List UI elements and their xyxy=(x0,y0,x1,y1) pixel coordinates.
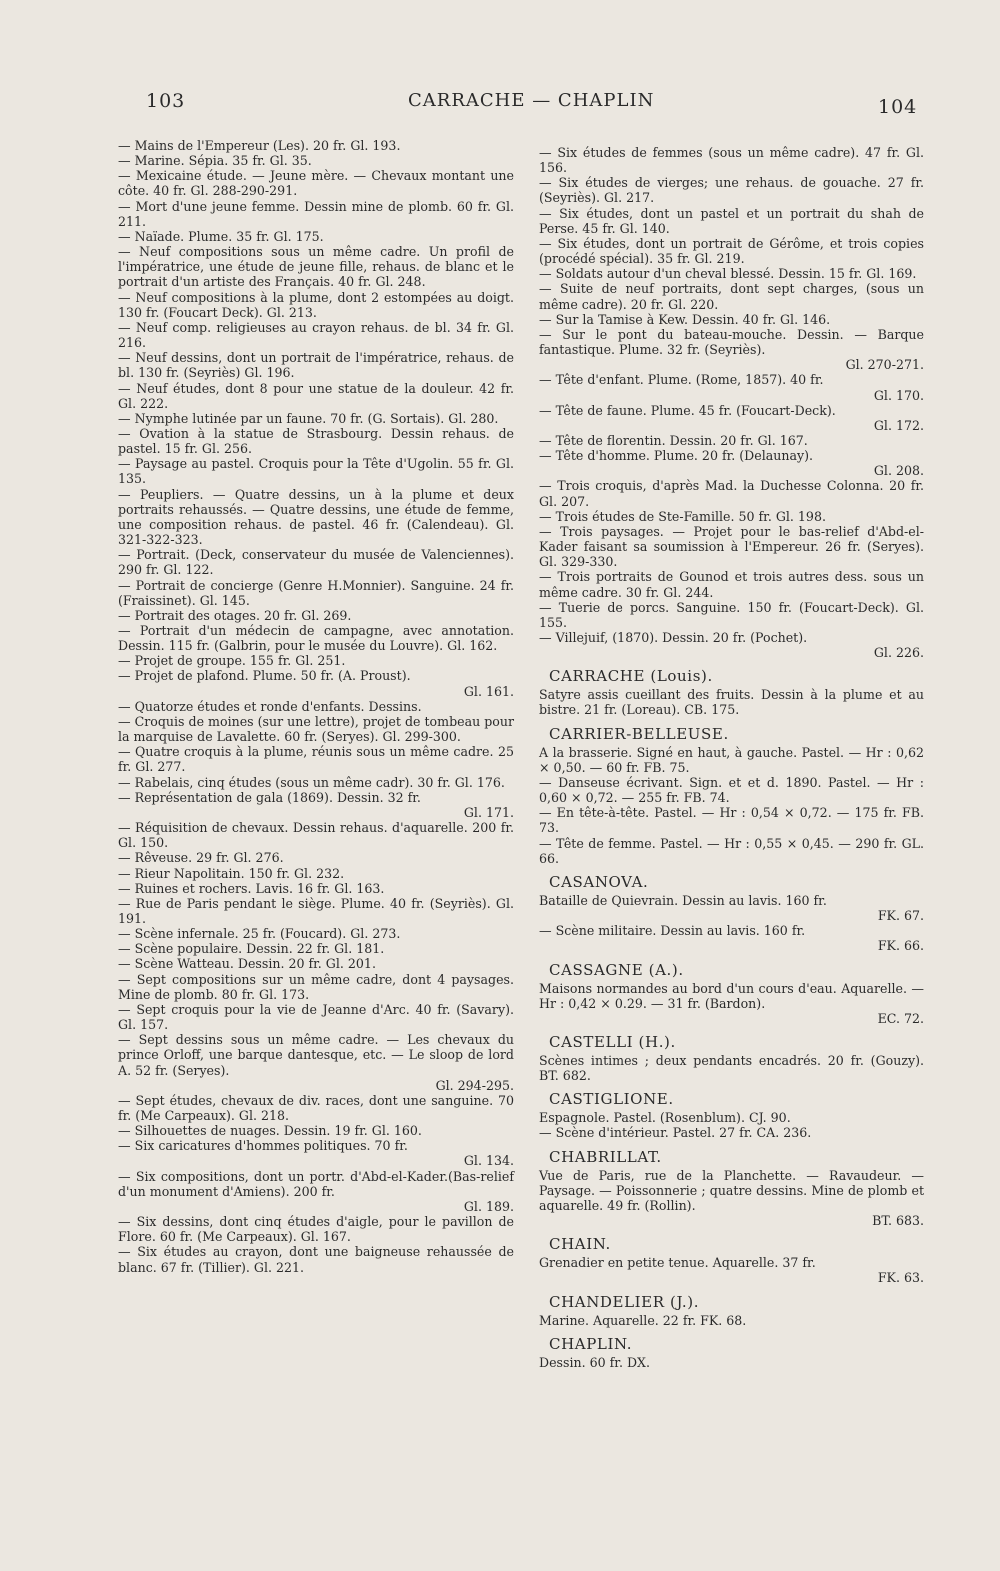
entry-text: — Scène populaire. Dessin. 22 fr. Gl. 181. xyxy=(118,941,385,957)
entry-text: Marine. Aquarelle. 22 fr. FK. 68. xyxy=(539,1312,747,1328)
catalogue-entry xyxy=(118,896,514,926)
page-number-right: 104 xyxy=(878,96,918,118)
entry-text: — Portrait de concierge (Genre H.Monnier). Sanguine. 24 fr. (Fraissinet). Gl. 145. xyxy=(118,577,514,608)
catalogue-entry xyxy=(118,199,514,229)
catalogue-entry xyxy=(539,600,924,630)
catalogue-entry xyxy=(539,312,924,327)
catalogue-entry xyxy=(118,244,514,289)
catalogue-entry xyxy=(118,1244,514,1274)
entry-text: — Mains de l'Empereur (Les). 20 fr. Gl. 193. xyxy=(118,138,401,153)
catalogue-entry xyxy=(539,805,924,835)
catalogue-entry xyxy=(118,229,514,244)
entry-text: — Soldats autour d'un cheval blessé. Dessin. 15 fr. Gl. 169. xyxy=(539,266,917,282)
entry-text: — Ovation à la statue de Strasbourg. Dessin rehaus. de pastel. 15 fr. Gl. 256. xyxy=(118,425,514,457)
entry-text: — Naïade. Plume. 35 fr. Gl. 175. xyxy=(118,228,324,244)
catalogue-entry xyxy=(118,790,514,820)
entry-reference: Gl. 172. xyxy=(873,417,924,433)
catalogue-entry xyxy=(539,1110,924,1125)
catalogue-entry xyxy=(539,448,924,478)
catalogue-entry xyxy=(118,1123,514,1138)
catalogue-entry xyxy=(118,866,514,881)
catalogue-entry xyxy=(118,547,514,577)
catalogue-entry xyxy=(118,138,514,153)
entry-text: — Ruines et rochers. Lavis. 16 fr. Gl. 163. xyxy=(118,880,385,896)
entry-text: — Six études de vierges; une rehaus. de gouache. 27 fr. (Seyriès). Gl. 217. xyxy=(539,175,924,206)
entry-text: Vue de Paris, rue de la Planchette. — Ravaudeur. — Paysage. — Poissonnerie ; quatre dessins. Mine de plomb et aquarelle. 49 fr. (Rollin). xyxy=(539,1167,924,1213)
entry-text: — Scène militaire. Dessin au lavis. 160 fr. xyxy=(539,923,806,939)
artist-heading: CHAPLIN. xyxy=(549,1334,633,1353)
entry-text: Maisons normandes au bord d'un cours d'eau. Aquarelle. — Hr : 0,42 × 0.29. — 31 fr. (Bardon). xyxy=(539,980,924,1011)
entry-text: — Silhouettes de nuages. Dessin. 19 fr. Gl. 160. xyxy=(118,1123,422,1139)
catalogue-entry xyxy=(118,1002,514,1032)
entry-reference: FK. 66. xyxy=(877,938,924,954)
entry-text: — En tête-à-tête. Pastel. — Hr : 0,54 × 0,72. — 175 fr. FB. 73. xyxy=(539,805,924,836)
catalogue-entry xyxy=(539,266,924,281)
entry-text: — Neuf compositions sous un même cadre. Un profil de l'impératrice, une étude de jeune fille, rehaus. de blanc et le portrait d'un artiste des Français. 40 fr. Gl. 248. xyxy=(118,244,514,290)
catalogue-entry xyxy=(539,1255,924,1285)
entry-reference: Gl. 294-295. xyxy=(435,1077,514,1093)
artist-heading: CHABRILLAT. xyxy=(549,1147,662,1166)
catalogue-entry xyxy=(539,145,924,175)
entry-text: — Neuf compositions à la plume, dont 2 estompées au doigt. 130 fr. (Foucart Deck). Gl. 213. xyxy=(118,289,514,320)
left-column xyxy=(118,138,514,1275)
entry-text: — Portrait des otages. 20 fr. Gl. 269. xyxy=(118,607,352,623)
running-title: CARRACHE — CHAPLIN xyxy=(408,90,655,111)
catalogue-entry xyxy=(118,456,514,486)
catalogue-entry xyxy=(539,745,924,775)
catalogue-entry xyxy=(118,653,514,668)
catalogue-entry xyxy=(118,1032,514,1093)
entry-reference: BT. 683. xyxy=(872,1213,924,1229)
entry-reference: Gl. 171. xyxy=(463,804,514,820)
entry-text: — Projet de groupe. 155 fr. Gl. 251. xyxy=(118,653,346,669)
entry-text: Satyre assis cueillant des fruits. Dessin à la plume et au bistre. 21 fr. (Loreau). CB. 175. xyxy=(539,687,924,718)
catalogue-entry xyxy=(118,668,514,698)
catalogue-entry xyxy=(118,320,514,350)
entry-text: — Rabelais, cinq études (sous un même cadr). 30 fr. Gl. 176. xyxy=(118,774,505,790)
entry-text: — Six études de femmes (sous un même cadre). 47 fr. Gl. 156. xyxy=(539,145,924,176)
artist-heading: CASANOVA. xyxy=(549,872,649,891)
catalogue-entry xyxy=(118,381,514,411)
entry-reference: FK. 67. xyxy=(877,908,924,924)
entry-reference: Gl. 226. xyxy=(873,645,924,661)
artist-heading: CASSAGNE (A.). xyxy=(549,960,684,979)
entry-text: — Rieur Napolitain. 150 fr. Gl. 232. xyxy=(118,865,345,881)
entry-text: — Paysage au pastel. Croquis pour la Tête d'Ugolin. 55 fr. Gl. 135. xyxy=(118,456,514,487)
entry-text: — Mexicaine étude. — Jeune mère. — Chevaux montant une côte. 40 fr. Gl. 288-290-291. xyxy=(118,168,514,199)
catalogue-entry xyxy=(539,206,924,236)
catalogue-entry xyxy=(118,1138,514,1168)
artist-heading: CHAIN. xyxy=(549,1235,611,1254)
catalogue-entry xyxy=(118,578,514,608)
entry-text: — Trois portraits de Gounod et trois autres dess. sous un même cadre. 30 fr. Gl. 244. xyxy=(539,569,924,600)
catalogue-entry xyxy=(539,478,924,508)
entry-text: — Tête d'enfant. Plume. (Rome, 1857). 40 fr. xyxy=(539,372,824,388)
catalogue-entry xyxy=(539,1053,924,1083)
catalogue-entry xyxy=(539,1125,924,1140)
catalogue-entry xyxy=(539,836,924,866)
entry-text: — Scène infernale. 25 fr. (Foucard). Gl. 273. xyxy=(118,926,401,942)
entry-text: — Six caricatures d'hommes politiques. 70 fr. xyxy=(118,1138,408,1154)
entry-text: — Sept dessins sous un même cadre. — Les chevaux du prince Orloff, une barque dantesque, etc. — Le sloop de lord A. 52 fr. (Seryes). xyxy=(118,1032,514,1078)
entry-text: — Six études, dont un portrait de Gérôme, et trois copies (procédé spécial). 35 fr. Gl. 219. xyxy=(539,235,924,267)
entry-text: — Tête de faune. Plume. 45 fr. (Foucart-Deck). xyxy=(539,402,836,418)
catalogue-entry xyxy=(118,350,514,380)
entry-text: — Portrait. (Deck, conservateur du musée de Valenciennes). 290 fr. Gl. 122. xyxy=(118,547,514,578)
entry-text: — Tête d'homme. Plume. 20 fr. (Delaunay). xyxy=(539,448,814,464)
entry-text: — Sur le pont du bateau-mouche. Dessin. — Barque fantastique. Plume. 32 fr. (Seyriès). xyxy=(539,326,924,358)
entry-text: — Six études, dont un pastel et un portrait du shah de Perse. 45 fr. Gl. 140. xyxy=(539,205,924,236)
entry-text: Scènes intimes ; deux pendants encadrés. 20 fr. (Gouzy). BT. 682. xyxy=(539,1052,924,1084)
entry-text: — Trois paysages. — Projet pour le bas-relief d'Abd-el-Kader faisant sa soumission à l'Empereur. 26 fr. (Seryes). Gl. 329-330. xyxy=(539,523,924,570)
entry-text: — Scène Watteau. Dessin. 20 fr. Gl. 201. xyxy=(118,956,376,972)
entry-text: — Trois croquis, d'après Mad. la Duchesse Colonna. 20 fr. Gl. 207. xyxy=(539,478,924,509)
catalogue-entry xyxy=(539,569,924,599)
entry-text: — Danseuse écrivant. Sign. et et d. 1890. Pastel. — Hr : 0,60 × 0,72. — 255 fr. FB. 74. xyxy=(539,774,924,806)
entry-reference: Gl. 208. xyxy=(873,463,924,479)
entry-text: — Tête de florentin. Dessin. 20 fr. Gl. 167. xyxy=(539,432,808,448)
entry-text: — Sept croquis pour la vie de Jeanne d'Arc. 40 fr. (Savary). Gl. 157. xyxy=(118,1001,514,1033)
entry-reference: Gl. 170. xyxy=(873,387,924,403)
entry-text: — Quatre croquis à la plume, réunis sous un même cadre. 25 fr. Gl. 277. xyxy=(118,744,514,775)
entry-text: — Rêveuse. 29 fr. Gl. 276. xyxy=(118,850,284,866)
catalogue-entry xyxy=(118,699,514,714)
catalogue-entry xyxy=(118,1214,514,1244)
catalogue-entry xyxy=(118,411,514,426)
entry-text: Espagnole. Pastel. (Rosenblum). CJ. 90. xyxy=(539,1110,791,1126)
catalogue-entry xyxy=(539,236,924,266)
entry-text: — Projet de plafond. Plume. 50 fr. (A. Proust). xyxy=(118,668,411,684)
catalogue-entry xyxy=(118,623,514,653)
entry-reference: Gl. 134. xyxy=(463,1153,514,1169)
catalogue-entry xyxy=(539,433,924,448)
entry-text: — Sept études, chevaux de div. races, dont une sanguine. 70 fr. (Me Carpeaux). Gl. 218. xyxy=(118,1092,514,1123)
entry-text: — Tuerie de porcs. Sanguine. 150 fr. (Foucart-Deck). Gl. 155. xyxy=(539,599,924,630)
entry-reference: FK. 63. xyxy=(877,1270,924,1286)
catalogue-entry xyxy=(118,820,514,850)
catalogue-entry xyxy=(539,893,924,923)
entry-text: — Six dessins, dont cinq études d'aigle, pour le pavillon de Flore. 60 fr. (Me Carpeaux). Gl. 167. xyxy=(118,1214,514,1245)
entry-text: — Sept compositions sur un même cadre, dont 4 paysages. Mine de plomb. 80 fr. Gl. 173. xyxy=(118,971,514,1002)
catalogue-entry xyxy=(118,850,514,865)
catalogue-entry xyxy=(118,290,514,320)
catalogue-entry xyxy=(118,168,514,198)
entry-text: — Six études au crayon, dont une baigneuse rehaussée de blanc. 67 fr. (Tillier). Gl. 221. xyxy=(118,1244,514,1275)
catalogue-entry xyxy=(539,372,924,402)
entry-text: — Scène d'intérieur. Pastel. 27 fr. CA. 236. xyxy=(539,1125,812,1141)
catalogue-entry xyxy=(539,630,924,660)
catalogue-entry xyxy=(539,403,924,433)
artist-heading: CARRACHE (Louis). xyxy=(549,667,713,686)
artist-heading: CASTELLI (H.). xyxy=(549,1032,676,1051)
catalogue-entry xyxy=(539,981,924,1026)
entry-text: — Portrait d'un médecin de campagne, avec annotation. Dessin. 115 fr. (Galbrin, pour le musée du Louvre). Gl. 162. xyxy=(118,623,514,654)
artist-heading: CARRIER-BELLEUSE. xyxy=(549,724,729,743)
entry-text: — Neuf dessins, dont un portrait de l'impératrice, rehaus. de bl. 130 fr. (Seyriès) Gl. 196. xyxy=(118,350,514,381)
catalogue-entry xyxy=(118,714,514,744)
catalogue-entry xyxy=(118,1093,514,1123)
catalogue-entry xyxy=(539,1355,924,1370)
catalogue-entry xyxy=(118,881,514,896)
entry-text: — Nymphe lutinée par un faune. 70 fr. (G. Sortais). Gl. 280. xyxy=(118,410,499,426)
entry-reference: Gl. 189. xyxy=(463,1198,514,1214)
artist-heading: CHANDELIER (J.). xyxy=(549,1292,700,1311)
entry-reference: Gl. 161. xyxy=(463,683,514,699)
entry-text: Dessin. 60 fr. DX. xyxy=(539,1354,651,1370)
catalogue-entry xyxy=(118,926,514,941)
right-column xyxy=(539,145,924,1370)
catalogue-entry xyxy=(539,524,924,569)
catalogue-entry xyxy=(539,687,924,717)
entry-text: — Quatorze études et ronde d'enfants. Dessins. xyxy=(118,698,422,714)
entry-text: Bataille de Quievrain. Dessin au lavis. 160 fr. xyxy=(539,892,827,908)
entry-text: — Rue de Paris pendant le siège. Plume. 40 fr. (Seyriès). Gl. 191. xyxy=(118,895,514,926)
entry-text: — Peupliers. — Quatre dessins, un à la plume et deux portraits rehaussés. — Quatre dessins, une étude de femme, une composition rehaus. de pastel. 46 fr. (Calendeau). Gl. 321-322-323. xyxy=(118,486,514,548)
entry-text: — Six compositions, dont un portr. d'Abd-el-Kader.(Bas-relief d'un monument d'Amiens). 200 fr. xyxy=(118,1168,514,1199)
catalogue-entry xyxy=(118,956,514,971)
entry-text: — Trois études de Ste-Famille. 50 fr. Gl. 198. xyxy=(539,508,826,524)
entry-text: — Représentation de gala (1869). Dessin. 32 fr. xyxy=(118,789,421,805)
entry-text: — Tête de femme. Pastel. — Hr : 0,55 × 0,45. — 290 fr. GL. 66. xyxy=(539,835,924,866)
catalogue-entry xyxy=(539,281,924,311)
catalogue-entry xyxy=(539,775,924,805)
catalogue-entry xyxy=(539,1168,924,1229)
entry-text: — Marine. Sépia. 35 fr. Gl. 35. xyxy=(118,153,312,169)
entry-text: — Suite de neuf portraits, dont sept charges, (sous un même cadre). 20 fr. Gl. 220. xyxy=(539,281,924,312)
catalogue-entry xyxy=(118,608,514,623)
entry-text: A la brasserie. Signé en haut, à gauche. Pastel. — Hr : 0,62 × 0,50. — 60 fr. FB. 75. xyxy=(539,744,924,775)
catalogue-entry xyxy=(539,509,924,524)
catalogue-entry xyxy=(539,327,924,372)
entry-text: — Mort d'une jeune femme. Dessin mine de plomb. 60 fr. Gl. 211. xyxy=(118,198,514,229)
catalogue-entry xyxy=(539,923,924,953)
catalogue-entry xyxy=(539,1313,924,1328)
entry-text: — Sur la Tamise à Kew. Dessin. 40 fr. Gl. 146. xyxy=(539,311,831,327)
catalogue-entry xyxy=(118,744,514,774)
catalogue-entry xyxy=(118,972,514,1002)
entry-text: — Villejuif, (1870). Dessin. 20 fr. (Pochet). xyxy=(539,630,808,645)
catalogue-entry xyxy=(539,175,924,205)
catalogue-entry xyxy=(118,153,514,168)
page-number-left: 103 xyxy=(146,90,186,112)
artist-heading: CASTIGLIONE. xyxy=(549,1090,674,1109)
entry-text: — Réquisition de chevaux. Dessin rehaus. d'aquarelle. 200 fr. Gl. 150. xyxy=(118,820,514,851)
catalogue-entry xyxy=(118,941,514,956)
entry-text: — Neuf études, dont 8 pour une statue de la douleur. 42 fr. Gl. 222. xyxy=(118,380,514,411)
entry-text: Grenadier en petite tenue. Aquarelle. 37 fr. xyxy=(539,1255,816,1271)
entry-reference: EC. 72. xyxy=(877,1010,924,1026)
entry-text: — Neuf comp. religieuses au crayon rehaus. de bl. 34 fr. Gl. 216. xyxy=(118,319,514,351)
entry-reference: Gl. 270-271. xyxy=(845,357,924,373)
catalogue-entry xyxy=(118,487,514,548)
entry-text: — Croquis de moines (sur une lettre), projet de tombeau pour la marquise de Lavalette. 60 fr. (Seryes). Gl. 299-300. xyxy=(118,713,514,745)
catalogue-entry xyxy=(118,775,514,790)
catalogue-entry xyxy=(118,1169,514,1214)
catalogue-entry xyxy=(118,426,514,456)
